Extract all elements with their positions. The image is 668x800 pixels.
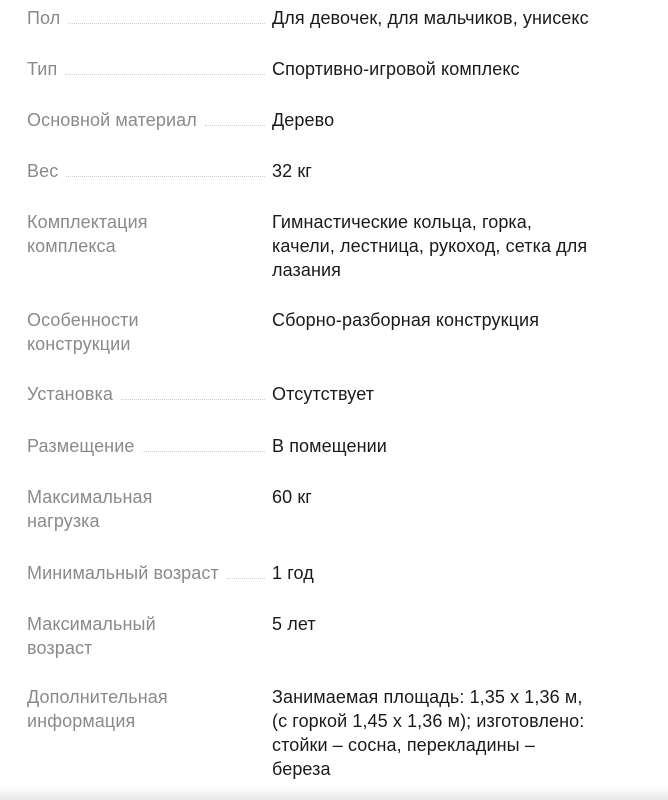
spec-value: 32 кг bbox=[272, 161, 312, 181]
spec-key-label: Максимальный возраст bbox=[27, 614, 156, 658]
dotted-leader bbox=[68, 7, 265, 24]
spec-value: Сборно-разборная конструкция bbox=[272, 310, 540, 330]
spec-key bbox=[27, 108, 265, 132]
spec-value: Спортивно-игровой комплекс bbox=[272, 59, 520, 79]
dotted-leader bbox=[142, 435, 265, 452]
dotted-leader bbox=[205, 109, 265, 126]
spec-key bbox=[27, 561, 265, 585]
spec-key-label: Комплектация комплекса bbox=[27, 212, 148, 256]
spec-value: 5 лет bbox=[272, 614, 316, 634]
spec-key-label: Тип bbox=[27, 59, 58, 79]
spec-key bbox=[27, 159, 265, 183]
dotted-leader bbox=[121, 383, 265, 400]
spec-key bbox=[27, 485, 265, 533]
spec-key bbox=[27, 685, 265, 733]
spec-key-label: Размещение bbox=[27, 436, 135, 456]
spec-value: Дерево bbox=[272, 110, 335, 130]
spec-key-label: Установка bbox=[27, 384, 113, 404]
bottom-shadow bbox=[0, 786, 668, 800]
spec-key-label: Основной материал bbox=[27, 110, 197, 130]
spec-key-label: Особенности конструкции bbox=[27, 310, 139, 354]
spec-value: Гимнастические кольца, горка, качели, лестница, рукоход, сетка для лазания bbox=[272, 212, 588, 280]
spec-key bbox=[27, 57, 265, 81]
spec-value: 60 кг bbox=[272, 487, 312, 507]
spec-value: В помещении bbox=[272, 436, 387, 456]
spec-value: 1 год bbox=[272, 563, 314, 583]
spec-key bbox=[27, 434, 265, 458]
spec-value: Отсутствует bbox=[272, 384, 375, 404]
spec-key-label: Вес bbox=[27, 161, 59, 181]
spec-key bbox=[27, 612, 265, 660]
dotted-leader bbox=[66, 160, 265, 177]
spec-key bbox=[27, 210, 265, 258]
spec-key-label: Пол bbox=[27, 8, 61, 28]
spec-key bbox=[27, 308, 265, 356]
dotted-leader bbox=[227, 562, 265, 579]
spec-value: Для девочек, для мальчиков, унисекс bbox=[272, 8, 589, 28]
spec-key bbox=[27, 382, 265, 406]
spec-key bbox=[27, 6, 265, 30]
spec-key-label: Минимальный возраст bbox=[27, 563, 219, 583]
dotted-leader bbox=[65, 58, 265, 75]
spec-value: Занимаемая площадь: 1,35 х 1,36 м, (с горкой 1,45 х 1,36 м); изготовлено: стойки – сосна, перекладины – береза bbox=[272, 687, 585, 779]
spec-key-label: Дополнительная информация bbox=[27, 687, 168, 731]
spec-key-label: Максимальная нагрузка bbox=[27, 487, 153, 531]
